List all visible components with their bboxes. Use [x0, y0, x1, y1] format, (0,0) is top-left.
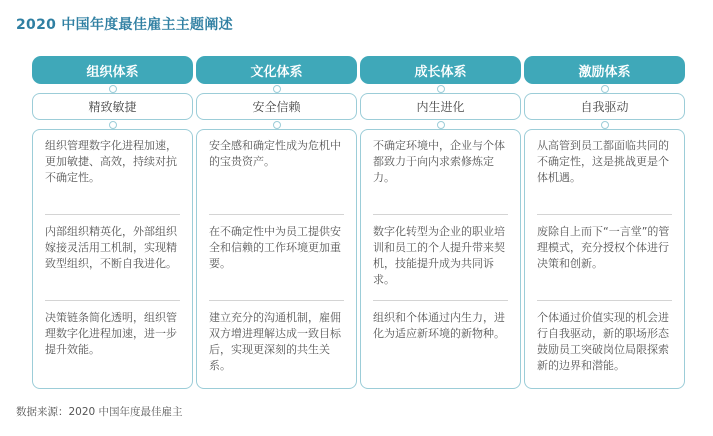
- point-text: 个体通过价值实现的机会进行自我驱动，新的职场形态鼓励员工突破岗位局限探索新的边界和潜能。: [537, 311, 669, 372]
- point-text: 组织和个体通过内生力，进化为适应新环境的新物种。: [373, 311, 505, 340]
- connector-dot: [32, 120, 193, 129]
- divider: [209, 300, 344, 301]
- column-incentive: [524, 56, 685, 389]
- point-text: 建立充分的沟通机制，雇佣双方增进理解达成一致目标后，实现更深刻的共生关系。: [209, 311, 341, 372]
- column-header: 激励体系: [524, 56, 685, 84]
- point-text: 废除自上而下“一言堂”的管理模式，充分授权个体进行决策和创新。: [537, 225, 670, 270]
- divider: [373, 300, 508, 301]
- column-body: [524, 129, 685, 389]
- source-note: 数据来源：2020 中国年度最佳雇主: [16, 406, 183, 418]
- point-text: 数字化转型为企业的职业培训和员工的个人提升带来契机，技能提升成为共同诉求。: [373, 225, 505, 286]
- column-subtitle: 精致敏捷: [32, 93, 193, 120]
- connector-dot: [360, 84, 521, 93]
- column-header: 组织体系: [32, 56, 193, 84]
- column-subtitle: 内生进化: [360, 93, 521, 120]
- column-subtitle: 自我驱动: [524, 93, 685, 120]
- divider: [45, 300, 180, 301]
- column-growth: [360, 56, 521, 389]
- point-text: 安全感和确定性成为危机中的宝贵资产。: [209, 139, 341, 168]
- column-subtitle: 安全信赖: [196, 93, 357, 120]
- connector-dot: [32, 84, 193, 93]
- divider: [537, 214, 672, 215]
- connector-dot: [196, 84, 357, 93]
- divider: [373, 214, 508, 215]
- column-body: [32, 129, 193, 389]
- connector-dot: [524, 120, 685, 129]
- column-body: [360, 129, 521, 389]
- connector-dot: [196, 120, 357, 129]
- column-organization: [32, 56, 193, 389]
- point-text: 从高管到员工都面临共同的不确定性，这是挑战更是个体机遇。: [537, 139, 669, 184]
- connector-dot: [524, 84, 685, 93]
- divider: [537, 300, 672, 301]
- point-text: 在不确定性中为员工提供安全和信赖的工作环境更加重要。: [209, 225, 341, 270]
- point-text: 决策链条简化透明，组织管理数字化进程加速，进一步提升效能。: [45, 311, 177, 356]
- column-header: 文化体系: [196, 56, 357, 84]
- connector-dot: [360, 120, 521, 129]
- point-text: 不确定环境中，企业与个体都致力于向内求索修炼定力。: [373, 139, 505, 184]
- column-body: [196, 129, 357, 389]
- diagram-title: 2020 中国年度最佳雇主主题阐述: [16, 17, 233, 33]
- point-text: 组织管理数字化进程加速，更加敏捷、高效，持续对抗不确定性。: [45, 139, 177, 184]
- divider: [45, 214, 180, 215]
- column-culture: [196, 56, 357, 389]
- divider: [209, 214, 344, 215]
- point-text: 内部组织精英化，外部组织嫁接灵活用工机制，实现精致型组织，不断自我进化。: [45, 225, 177, 270]
- column-header: 成长体系: [360, 56, 521, 84]
